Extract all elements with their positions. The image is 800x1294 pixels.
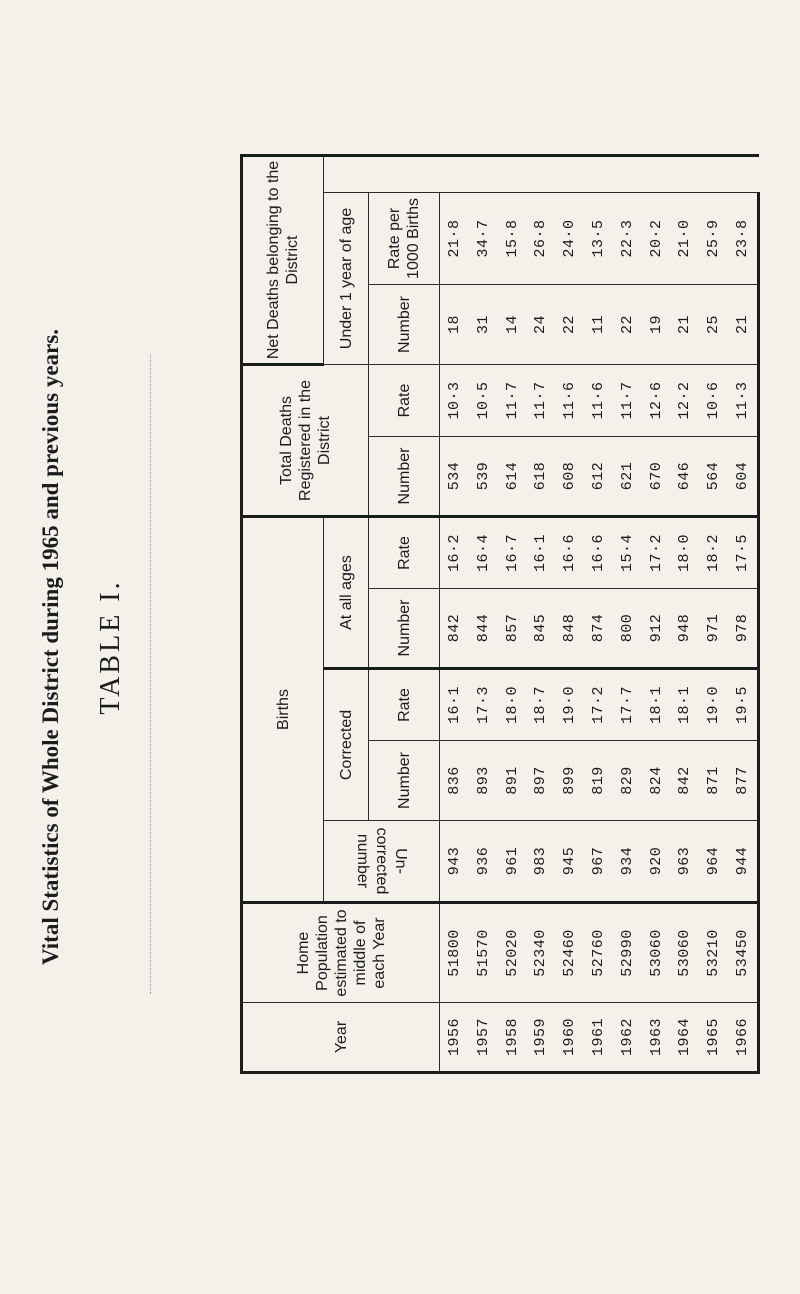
cell-total-deaths-rate: 15·4 [613,517,642,589]
cell-net-deaths-rate: 11·7 [613,364,642,436]
cell-total-deaths-number: 800 [613,589,642,669]
cell-year: 1956 [440,1003,469,1073]
table-row [728,156,758,1073]
cell-net-deaths-rate: 11·7 [498,364,527,436]
cell-infant-number: 11 [584,284,613,364]
cell-births-number: 836 [440,741,469,821]
cell-population: 52340 [526,903,555,1003]
cell-total-deaths-rate: 18·0 [670,517,699,589]
header-total-deaths-rate: Rate [369,517,440,589]
header-net-deaths-number: Number [369,437,440,517]
cell-infant-rate: 21·0 [670,192,699,284]
table-row [469,156,498,1073]
cell-population: 53450 [728,903,758,1003]
cell-population: 52990 [613,903,642,1003]
header-infant-rate: Rate per 1000 Births [369,192,440,284]
cell-infant-number: 22 [555,284,584,364]
cell-total-deaths-rate: 16·6 [584,517,613,589]
cell-net-deaths-number: 608 [555,437,584,517]
cell-year: 1963 [642,1003,671,1073]
table-row [555,156,584,1073]
cell-uncorrected: 934 [613,821,642,903]
cell-net-deaths-number: 621 [613,437,642,517]
cell-uncorrected: 945 [555,821,584,903]
table-row [498,156,527,1073]
cell-net-deaths-rate: 10·5 [469,364,498,436]
cell-births-number: 897 [526,741,555,821]
table-body [440,156,759,1073]
cell-infant-rate: 21·8 [440,192,469,284]
cell-net-deaths-rate: 10·3 [440,364,469,436]
cell-uncorrected: 936 [469,821,498,903]
cell-net-deaths-number: 539 [469,437,498,517]
table-row [584,156,613,1073]
cell-uncorrected: 920 [642,821,671,903]
header-population: Home Population estimated to middle of each Year [242,903,440,1003]
header-births-rate: Rate [369,669,440,741]
cell-infant-number: 14 [498,284,527,364]
cell-infant-rate: 24·0 [555,192,584,284]
cell-infant-number: 22 [613,284,642,364]
header-uncorrected-number: Un-corrected number [324,821,440,903]
cell-net-deaths-number: 614 [498,437,527,517]
cell-net-deaths-number: 604 [728,437,758,517]
cell-births-number: 819 [584,741,613,821]
vital-statistics-table-wrap [240,154,760,1074]
cell-net-deaths-rate: 11·6 [555,364,584,436]
cell-net-deaths-number: 618 [526,437,555,517]
cell-uncorrected: 967 [584,821,613,903]
cell-population: 52460 [555,903,584,1003]
cell-births-rate: 19·0 [699,669,728,741]
cell-population: 51800 [440,903,469,1003]
header-corrected: Corrected [324,669,369,821]
cell-births-rate: 19·5 [728,669,758,741]
cell-births-rate: 18·1 [642,669,671,741]
cell-births-rate: 19·0 [555,669,584,741]
table-row [670,156,699,1073]
cell-total-deaths-number: 874 [584,589,613,669]
cell-births-number: 877 [728,741,758,821]
cell-total-deaths-number: 844 [469,589,498,669]
cell-uncorrected: 944 [728,821,758,903]
cell-uncorrected: 961 [498,821,527,903]
header-total-deaths: Total Deaths Registered in the District [242,364,369,516]
cell-uncorrected: 964 [699,821,728,903]
cell-net-deaths-rate: 10·6 [699,364,728,436]
cell-net-deaths-rate: 11·6 [584,364,613,436]
cell-year: 1959 [526,1003,555,1073]
cell-births-rate: 18·1 [670,669,699,741]
header-net-deaths: Net Deaths belonging to the District [242,156,324,365]
cell-year: 1960 [555,1003,584,1073]
cell-births-rate: 17·2 [584,669,613,741]
cell-total-deaths-number: 848 [555,589,584,669]
cell-infant-rate: 25·9 [699,192,728,284]
cell-infant-number: 19 [642,284,671,364]
cell-infant-rate: 34·7 [469,192,498,284]
cell-population: 52760 [584,903,613,1003]
header-births-number: Number [369,741,440,821]
cell-total-deaths-number: 845 [526,589,555,669]
cell-births-number: 824 [642,741,671,821]
cell-infant-rate: 15·8 [498,192,527,284]
cell-infant-rate: 23·8 [728,192,758,284]
cell-uncorrected: 963 [670,821,699,903]
cell-uncorrected: 943 [440,821,469,903]
header-infant-number: Number [369,284,440,364]
cell-births-rate: 18·0 [498,669,527,741]
table-row [699,156,728,1073]
cell-births-number: 891 [498,741,527,821]
cell-net-deaths-rate: 12·6 [642,364,671,436]
cell-births-rate: 17·3 [469,669,498,741]
cell-total-deaths-rate: 16·6 [555,517,584,589]
cell-net-deaths-number: 534 [440,437,469,517]
cell-total-deaths-number: 971 [699,589,728,669]
header-births: Births [242,517,324,903]
cell-total-deaths-number: 948 [670,589,699,669]
header-total-deaths-number: Number [369,589,440,669]
cell-infant-number: 21 [728,284,758,364]
cell-population: 53060 [642,903,671,1003]
cell-total-deaths-rate: 16·2 [440,517,469,589]
cell-total-deaths-rate: 17·2 [642,517,671,589]
cell-year: 1958 [498,1003,527,1073]
table-title: TABLE I. [95,579,126,715]
cell-population: 53060 [670,903,699,1003]
cell-net-deaths-rate: 11·7 [526,364,555,436]
cell-births-number: 899 [555,741,584,821]
cell-total-deaths-number: 978 [728,589,758,669]
vital-statistics-table [240,154,760,1074]
header-at-all-ages: At all ages [324,517,369,669]
cell-year: 1961 [584,1003,613,1073]
cell-total-deaths-number: 857 [498,589,527,669]
cell-total-deaths-number: 912 [642,589,671,669]
cell-total-deaths-rate: 16·7 [498,517,527,589]
cell-population: 51570 [469,903,498,1003]
header-year: Year [242,1003,440,1073]
cell-net-deaths-number: 646 [670,437,699,517]
cell-net-deaths-number: 612 [584,437,613,517]
cell-births-rate: 18·7 [526,669,555,741]
cell-infant-rate: 26·8 [526,192,555,284]
cell-net-deaths-number: 670 [642,437,671,517]
cell-births-number: 871 [699,741,728,821]
cell-births-number: 842 [670,741,699,821]
cell-infant-number: 18 [440,284,469,364]
cell-infant-number: 25 [699,284,728,364]
cell-year: 1964 [670,1003,699,1073]
cell-year: 1966 [728,1003,758,1073]
cell-total-deaths-rate: 17·5 [728,517,758,589]
cell-year: 1957 [469,1003,498,1073]
cell-births-rate: 16·1 [440,669,469,741]
cell-uncorrected: 983 [526,821,555,903]
cell-infant-rate: 13·5 [584,192,613,284]
cell-births-number: 829 [613,741,642,821]
cell-total-deaths-rate: 16·4 [469,517,498,589]
page-speckle [150,354,161,994]
cell-population: 52020 [498,903,527,1003]
cell-infant-number: 21 [670,284,699,364]
table-row [440,156,469,1073]
table-row [642,156,671,1073]
cell-total-deaths-rate: 18·2 [699,517,728,589]
table-subtitle: Vital Statistics of Whole District during 1965 and previous years. [38,329,63,965]
cell-net-deaths-number: 564 [699,437,728,517]
cell-infant-rate: 22·3 [613,192,642,284]
cell-population: 53210 [699,903,728,1003]
header-net-deaths-rate: Rate [369,364,440,436]
cell-total-deaths-rate: 16·1 [526,517,555,589]
header-under-1-year: Under 1 year of age [324,192,369,364]
cell-year: 1962 [613,1003,642,1073]
table-row [613,156,642,1073]
cell-infant-number: 24 [526,284,555,364]
cell-total-deaths-number: 842 [440,589,469,669]
cell-net-deaths-rate: 12·2 [670,364,699,436]
cell-infant-rate: 20·2 [642,192,671,284]
cell-net-deaths-rate: 11·3 [728,364,758,436]
table-row [526,156,555,1073]
cell-births-number: 893 [469,741,498,821]
cell-year: 1965 [699,1003,728,1073]
cell-infant-number: 31 [469,284,498,364]
cell-births-rate: 17·7 [613,669,642,741]
